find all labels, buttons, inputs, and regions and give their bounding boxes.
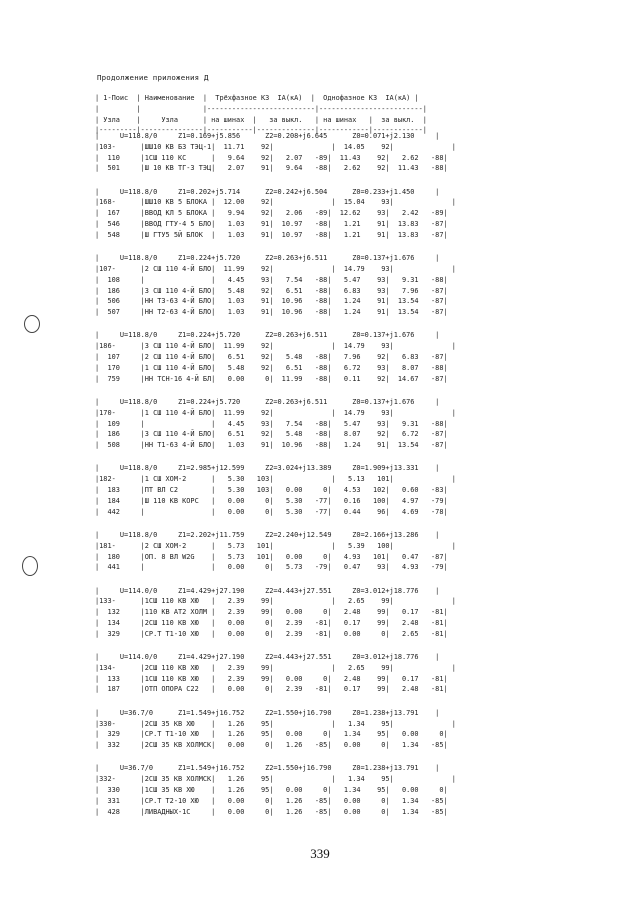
short-circuit-table — [95, 131, 456, 830]
table-block: | U=118.8/0 Z1=2.202+j11.759 Z2=2.240+j12.549 Z0=2.166+j13.286 | |181- |2 СШ ХОМ-2 | 5.73 101| | 5.39 100| | | 180 |ОП. 8 ВЛ W2G | 5.73 101| 0.00 0| 4.93 101| 0.47 -87| | 441 | | 0.00 0| 5.73 -79| 0.47 93| 4.93 -79| — [95, 530, 456, 572]
table-block: | U=118.8/0 Z1=0.224+j5.720 Z2=0.263+j6.511 Z0=0.137+j1.676 | |170- |1 СШ 110 4-Й БЛО| 11.99 92| | 14.79 93| | | 109 | | 4.45 93| 7.54 -88| 5.47 93| 9.31 -88| | 186 |3 СШ 110 4-Й БЛО| 6.51 92| 5.48 -88| 8.07 92| 6.72 -87| | 508 |НН Т1-63 4-Й БЛО| 1.03 91| 10.96 -88| 1.24 91| 13.54 -87| — [95, 397, 456, 450]
binder-hole-mark — [22, 556, 38, 576]
table-block: | U=114.0/0 Z1=4.429+j27.190 Z2=4.443+j27.551 Z0=3.012+j18.776 | |134- |2СШ 110 КВ ХЮ | 2.39 99| | 2.65 99| | | 133 |1СШ 110 КВ ХЮ | 2.39 99| 0.00 0| 2.48 99| 0.17 -81| | 187 |ОТП ОПОРА С22 | 0.00 0| 2.39 -81| 0.17 99| 2.48 -81| — [95, 653, 456, 694]
table-block: | U=36.7/0 Z1=1.549+j16.752 Z2=1.550+j16.790 Z0=1.238+j13.791 | |332- |2СШ 35 КВ ХОЛМСК| 1.26 95| | 1.34 95| | | 330 |1СШ 35 КВ ХЮ | 1.26 95| 0.00 0| 1.34 95| 0.00 0| | 331 |СР.Т Т2-10 ХЮ | 0.00 0| 1.26 -85| 0.00 0| 1.34 -85| | 428 |ЛИВАДНЫХ-1С | 0.00 0| 1.26 -85| 0.00 0| 1.34 -85| — [95, 764, 456, 816]
table-block: | U=118.8/0 Z1=0.224+j5.720 Z2=0.263+j6.511 Z0=0.137+j1.676 | |186- |3 СШ 110 4-Й БЛО| 11.99 92| | 14.79 93| | | 107 |2 СШ 110 4-Й БЛО| 6.51 92| 5.48 -88| 7.96 92| 6.83 -87| | 170 |1 СШ 110 4-Й БЛО| 5.48 92| 6.51 -88| 6.72 93| 8.07 -88| | 759 |НН ТСН-16 4-Й БЛ| 0.00 0| 11.99 -88| 0.11 92| 14.67 -87| — [95, 331, 456, 383]
table-block: | U=118.8/0 Z1=0.202+j5.714 Z2=0.242+j6.504 Z0=0.233+j1.450 | |168- |ШШ10 КВ 5 БЛОКА | 12.00 92| | 15.04 93| | | 167 |ВВОД КЛ 5 БЛОКА | 9.94 92| 2.06 -89| 12.62 93| 2.42 -89| | 546 |ВВОД ГТУ-4 5 БЛО| 1.03 91| 10.97 -88| 1.21 91| 13.83 -87| | 548 |Ш ГТУ5 5Й БЛОК | 1.03 91| 10.97 -88| 1.21 91| 13.83 -87| — [95, 187, 456, 239]
table-block: | U=36.7/0 Z1=1.549+j16.752 Z2=1.550+j16.790 Z0=1.238+j13.791 | |330- |2СШ 35 КВ ХЮ | 1.26 95| | 1.34 95| | | 329 |СР.Т Т1-10 ХЮ | 1.26 95| 0.00 0| 1.34 95| 0.00 0| | 332 |2СШ 35 КВ ХОЛМСК| 0.00 0| 1.26 -85| 0.00 0| 1.34 -85| — [95, 708, 456, 750]
table-block: | U=118.8/0 Z1=0.224+j5.720 Z2=0.263+j6.511 Z0=0.137+j1.676 | |107- |2 СШ 110 4-Й БЛО| 11.99 92| | 14.79 93| | | 108 | | 4.45 93| 7.54 -88| 5.47 93| 9.31 -88| | 186 |3 СШ 110 4-Й БЛО| 5.48 92| 6.51 -88| 6.83 93| 7.96 -87| | 506 |НН Т3-63 4-Й БЛО| 1.03 91| 10.96 -88| 1.24 91| 13.54 -87| | 507 |НН Т2-63 4-Й БЛО| 1.03 91| 10.96 -88| 1.24 91| 13.54 -87| — [95, 254, 456, 317]
table-block: | U=118.8/0 Z1=0.169+j5.856 Z2=0.208+j6.645 Z0=0.071+j2.130 | |103- |ШШ10 КВ Б3 ТЭЦ-1| 11.71 92| | 14.05 92| | | 110 |1СШ 110 КС | 9.64 92| 2.07 -89| 11.43 92| 2.62 -88| | 501 |Ш 10 КВ ТГ-3 ТЭЦ| 2.07 91| 9.64 -88| 2.62 92| 11.43 -88| — [95, 132, 456, 173]
continuation-caption: Продолжение приложения Д — [97, 73, 209, 82]
binder-hole-mark — [24, 315, 40, 333]
page-number: 339 — [310, 846, 330, 861]
table-header: | 1-Поис | Наименование | Трёхфазное КЗ IA(кА) | Однофазное КЗ IA(кА) | | | |--------------------------|-------------------------| | Узла | Узла | на шинах | за выкл. | на шинах | за выкл. | |---------|---------------|-----------|--------------|------------|------------| — [95, 94, 427, 135]
table-block: | U=114.0/0 Z1=4.429+j27.190 Z2=4.443+j27.551 Z0=3.012+j18.776 | |133- |1СШ 110 КВ ХЮ | 2.39 99| | 2.65 99| | | 132 |110 КВ АТ2 ХОЛМ | 2.39 99| 0.00 0| 2.48 99| 0.17 -81| | 134 |2СШ 110 КВ ХЮ | 0.00 0| 2.39 -81| 0.17 99| 2.48 -81| | 329 |СР.Т Т1-10 ХЮ | 0.00 0| 2.39 -81| 0.00 0| 2.65 -81| — [95, 586, 456, 638]
table-block: | U=118.8/0 Z1=2.985+j12.599 Z2=3.024+j13.389 Z0=1.909+j13.331 | |182- |1 СШ ХОМ-2 | 5.30 103| | 5.13 101| | | 183 |ПТ ВЛ С2 | 5.30 103| 0.00 0| 4.53 102| 0.60 -83| | 184 |Ш 110 КВ КОРС | 0.00 0| 5.30 -77| 0.16 100| 4.97 -79| | 442 | | 0.00 0| 5.30 -77| 0.44 96| 4.69 -78| — [95, 464, 456, 516]
